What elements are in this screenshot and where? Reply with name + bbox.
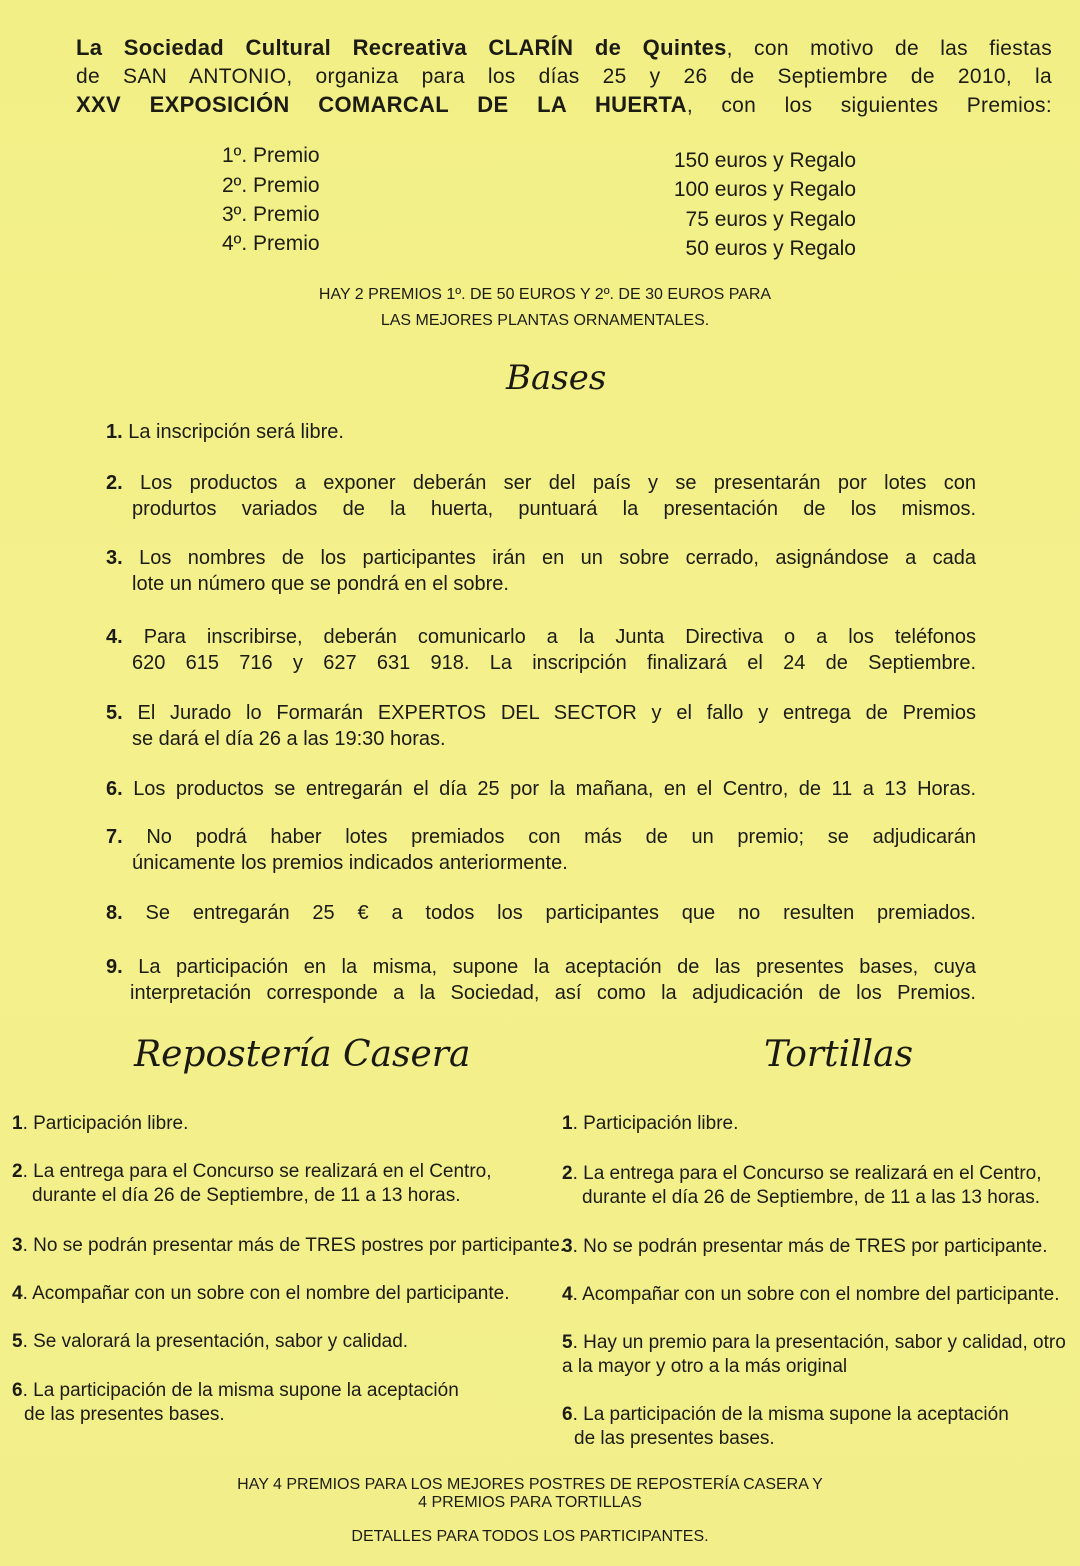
- reposteria-item-1: 1. Participación libre.: [12, 1113, 189, 1134]
- bases-item-1: 1. La inscripción será libre.: [106, 421, 344, 443]
- tortillas-item-3: 3. No se podrán presentar más de TRES por participante.: [562, 1236, 1048, 1257]
- prize-label-2: 2º. Premio: [222, 174, 320, 197]
- bases-item-2: 2. Los productos a exponer deberán ser del país y se presentarán por lotes con produrtos variados de la huerta, puntuará la presentación de los mismos.: [106, 472, 976, 520]
- exhibition-name: XXV EXPOSICIÓN COMARCAL DE LA HUERTA: [76, 92, 687, 117]
- bases-item-4: 4. Para inscribirse, deberán comunicarlo a la Junta Directiva o a los teléfonos 620 615 716 y 627 631 918. La inscripción finalizará el 24 de Septiembre.: [106, 626, 977, 674]
- tortillas-title: Tortillas: [764, 1034, 914, 1075]
- bases-item-3: 3. Los nombres de los participantes irán en un sobre cerrado, asignándose a cada lote un número que se pondrá en el sobre.: [106, 547, 977, 595]
- footer-prizes-note: HAY 4 PREMIOS PARA LOS MEJORES POSTRES DE REPOSTERÍA CASERA Y 4 PREMIOS PARA TORTILLAS: [237, 1476, 823, 1511]
- reposteria-item-5: 5. Se valorará la presentación, sabor y calidad.: [12, 1331, 409, 1352]
- reposteria-item-6: 6. La participación de la misma supone la aceptación de las presentes bases.: [12, 1380, 459, 1425]
- intro-line-1: La Sociedad Cultural Recreativa CLARÍN de Quintes, con motivo de las fiestas: [76, 35, 1052, 60]
- organization-name: La Sociedad Cultural Recreativa CLARÍN de Quintes: [76, 35, 727, 60]
- reposteria-item-3: 3. No se podrán presentar más de TRES postres por participante.: [12, 1235, 566, 1256]
- prize-amount-4: 50 euros y Regalo: [685, 237, 856, 260]
- bases-item-9: 9. La participación en la misma, supone la aceptación de las presentes bases, cuya interpretación corresponde a la Sociedad, así como la adjudicación de los Premios.: [106, 956, 977, 1004]
- tortillas-item-2: 2. La entrega para el Concurso se realizará en el Centro, durante el día 26 de Septiembre, de 11 a las 13 horas.: [562, 1163, 1042, 1208]
- bases-item-5: 5. El Jurado lo Formarán EXPERTOS DEL SECTOR y el fallo y entrega de Premios se dará el día 26 a las 19:30 horas.: [106, 702, 976, 750]
- reposteria-item-4: 4. Acompañar con un sobre con el nombre del participante.: [12, 1283, 510, 1304]
- tortillas-item-6: 6. La participación de la misma supone la aceptación de las presentes bases.: [562, 1404, 1009, 1449]
- prize-amount-2: 100 euros y Regalo: [673, 178, 856, 201]
- prize-amount-3: 75 euros y Regalo: [685, 208, 856, 231]
- bases-item-6: 6. Los productos se entregarán el día 25 por la mañana, en el Centro, de 11 a 13 Horas.: [106, 778, 976, 800]
- footer-details-note: DETALLES PARA TODOS LOS PARTICIPANTES.: [351, 1528, 709, 1545]
- prize-label-3: 3º. Premio: [222, 203, 320, 226]
- prize-label-1: 1º. Premio: [222, 144, 320, 167]
- reposteria-item-2: 2. La entrega para el Concurso se realizará en el Centro, durante el día 26 de Septiembre, de 11 a 13 horas.: [12, 1161, 492, 1206]
- prize-amount-1: 150 euros y Regalo: [673, 149, 856, 172]
- ornamental-plants-note: HAY 2 PREMIOS 1º. DE 50 EUROS Y 2º. DE 30 EUROS PARA LAS MEJORES PLANTAS ORNAMENTALES.: [318, 286, 772, 329]
- tortillas-item-1: 1. Participación libre.: [562, 1113, 739, 1134]
- intro-line-3: XXV EXPOSICIÓN COMARCAL DE LA HUERTA, con los siguientes Premios:: [76, 92, 1052, 117]
- bases-title: Bases: [506, 358, 607, 398]
- bases-item-8: 8. Se entregarán 25 € a todos los participantes que no resulten premiados.: [106, 902, 976, 924]
- reposteria-title: Repostería Casera: [134, 1034, 471, 1075]
- prize-label-4: 4º. Premio: [222, 232, 320, 255]
- bases-item-7: 7. No podrá haber lotes premiados con más de un premio; se adjudicarán únicamente los premios indicados anteriormente.: [106, 826, 976, 874]
- intro-paragraph: [76, 34, 1052, 120]
- tortillas-item-4: 4. Acompañar con un sobre con el nombre del participante.: [562, 1284, 1060, 1305]
- tortillas-item-5: 5. Hay un premio para la presentación, sabor y calidad, otro a la mayor y otro a la más original: [562, 1332, 1066, 1377]
- intro-line-2: de SAN ANTONIO, organiza para los días 25 y 26 de Septiembre de 2010, la: [76, 65, 1052, 88]
